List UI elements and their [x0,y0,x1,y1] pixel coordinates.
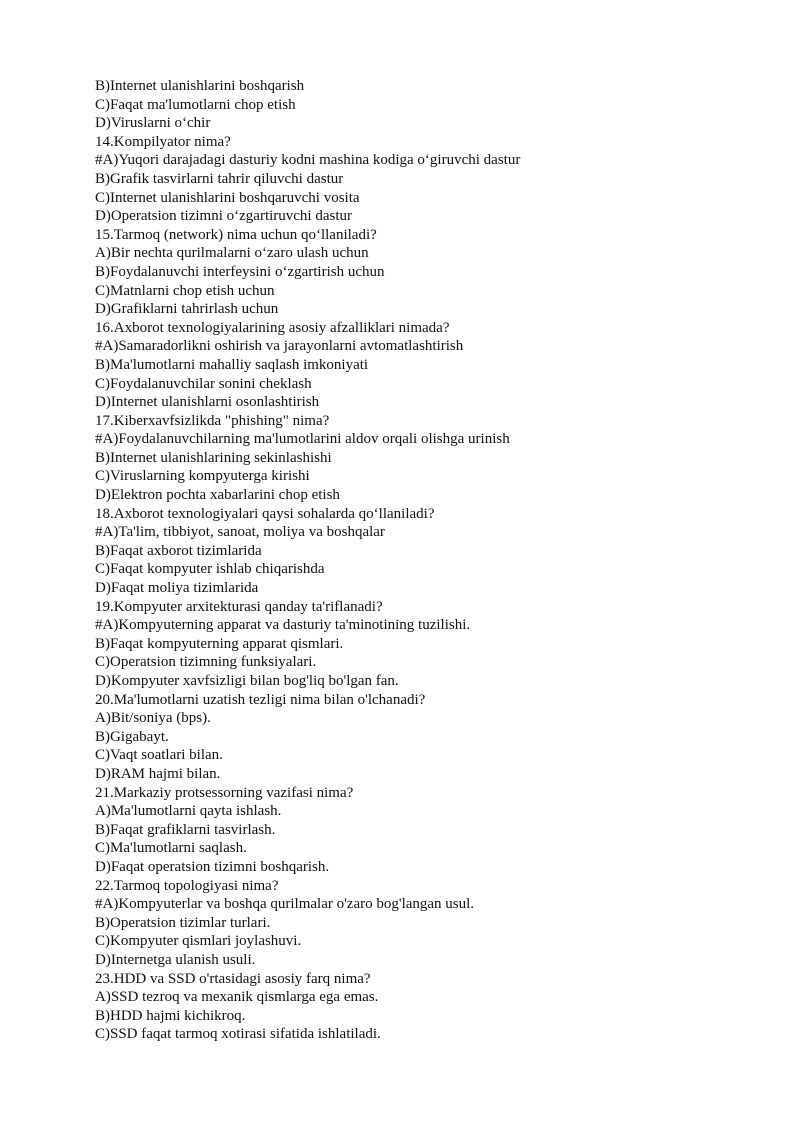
question-heading: 23.HDD va SSD o'rtasidagi asosiy farq nima? [95,970,371,987]
text-line: A)Bit/soniya (bps). [95,710,211,727]
text-line: D)Viruslarni o‘chir [95,115,211,132]
text-line: #A)Foydalanuvchilarning ma'lumotlarini aldov orqali olishga urinish [95,431,510,448]
text-line: D)Operatsion tizimni o‘zgartiruvchi dastur [95,208,353,225]
text-line: C)Operatsion tizimning funksiyalari. [95,654,317,671]
text-line: D)RAM hajmi bilan. [95,765,221,782]
text-line: B)Faqat axborot tizimlarida [95,542,262,559]
text-line: B)Operatsion tizimlar turlari. [95,914,271,931]
text-line: B)HDD hajmi kichikroq. [95,1007,246,1024]
text-line: A)Ma'lumotlarni qayta ishlash. [95,803,282,820]
text-line: #A)Ta'lim, tibbiyot, sanoat, moliya va boshqalar [95,524,385,541]
text-line: D)Internet ulanishlarni osonlashtirish [95,394,320,411]
text-line: C)Foydalanuvchilar sonini cheklash [95,375,312,392]
text-line: B)Faqat grafiklarni tasvirlash. [95,821,276,838]
text-line: C)Matnlarni chop etish uchun [95,282,275,299]
text-line: C)Viruslarning kompyuterga kirishi [95,468,310,485]
question-heading: 22.Tarmoq topologiyasi nima? [95,877,279,894]
text-line: #A)Kompyuterlar va boshqa qurilmalar o'zaro bog'langan usul. [95,896,475,913]
text-line: D)Internetga ulanish usuli. [95,951,256,968]
text-line: C)Kompyuter qismlari joylashuvi. [95,933,302,950]
text-line: #A)Samaradorlikni oshirish va jarayonlarni avtomatlashtirish [95,338,464,355]
question-heading: 18.Axborot texnologiyalari qaysi sohalarda qo‘llaniladi? [95,505,435,522]
question-heading: 21.Markaziy protsessorning vazifasi nima? [95,784,354,801]
text-line: #A)Kompyuterning apparat va dasturiy ta'minotining tuzilishi. [95,617,471,634]
question-heading: 20.Ma'lumotlarni uzatish tezligi nima bilan o'lchanadi? [95,691,426,708]
text-line: #A)Yuqori darajadagi dasturiy kodni mashina kodiga o‘giruvchi dastur [95,152,521,169]
text-line: D)Kompyuter xavfsizligi bilan bog'liq bo'lgan fan. [95,673,399,689]
text-line: A)SSD tezroq va mexanik qismlarga ega emas. [95,989,379,1006]
text-line: B)Foydalanuvchi interfeysini o‘zgartirish uchun [95,263,385,280]
text-line: D)Faqat operatsion tizimni boshqarish. [95,858,330,875]
text-line: B)Gigabayt. [95,728,169,745]
text-line: B)Internet ulanishlarining sekinlashishi [95,449,332,466]
question-heading: 19.Kompyuter arxitekturasi qanday ta'riflanadi? [95,598,383,615]
text-line: B)Ma'lumotlarni mahalliy saqlash imkoniyati [95,356,369,373]
text-line: C)SSD faqat tarmoq xotirasi sifatida ishlatiladi. [95,1026,381,1043]
text-line: A)Bir nechta qurilmalarni o‘zaro ulash uchun [95,245,369,262]
text-line: D)Faqat moliya tizimlarida [95,580,259,597]
text-line: B)Faqat kompyuterning apparat qismlari. [95,635,344,652]
text-line: C)Ma'lumotlarni saqlash. [95,840,247,857]
text-line: D)Elektron pochta xabarlarini chop etish [95,487,340,504]
text-line: B)Grafik tasvirlarni tahrir qiluvchi dastur [95,170,344,187]
text-line: C)Faqat ma'lumotlarni chop etish [95,96,296,113]
question-heading: 14.Kompilyator nima? [95,133,231,150]
text-line: D)Grafiklarni tahrirlash uchun [95,301,279,318]
question-heading: 16.Axborot texnologiyalarining asosiy afzalliklari nimada? [95,319,450,336]
question-list [95,77,775,1044]
text-line: C)Faqat kompyuter ishlab chiqarishda [95,561,325,578]
question-heading: 17.Kiberxavfsizlikda "phishing" nima? [95,412,330,429]
text-line: C)Vaqt soatlari bilan. [95,747,223,764]
text-line: C)Internet ulanishlarini boshqaruvchi vosita [95,189,360,206]
text-line: B)Internet ulanishlarini boshqarish [95,78,305,94]
question-heading: 15.Tarmoq (network) nima uchun qo‘llaniladi? [95,226,377,243]
